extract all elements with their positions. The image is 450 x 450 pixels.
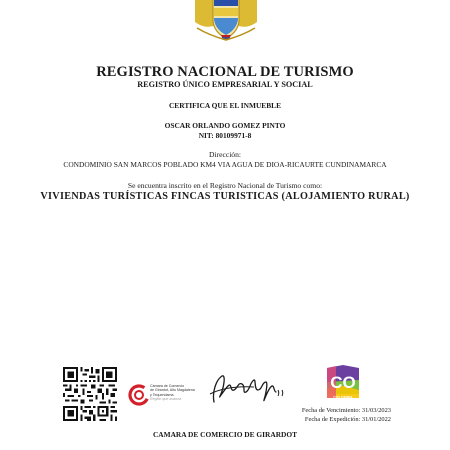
tourism-category: VIVIENDAS TURÍSTICAS FINCAS TURISTICAS (ALOJAMIENTO RURAL)	[40, 191, 410, 202]
expiration-date: Fecha de Vencimiento: 31/03/2023	[301, 407, 391, 414]
registry-subtitle: REGISTRO ÚNICO EMPRESARIAL Y SOCIAL	[137, 80, 313, 89]
issue-date: Fecha de Expedición: 31/01/2022	[304, 416, 391, 424]
co-word: COLOMBIA	[333, 395, 353, 400]
qr-code-icon	[63, 367, 117, 421]
chamber-line-2: de Girardot, Alto Magdalena	[150, 388, 195, 393]
co-letters: CO	[330, 373, 356, 392]
chamber-tagline: Región que avanza	[150, 396, 181, 401]
chamber-line-3: y Tequendama	[150, 392, 174, 397]
chamber-of-commerce-text	[150, 384, 195, 401]
property-address: CONDOMINIO SAN MARCOS POBLADO KM4 VIA AGUA DE DIOA-RICAURTE CUNDINAMARCA	[63, 160, 387, 169]
chamber-line-1: Cámara de Comercio	[150, 384, 185, 388]
handwritten-signature-icon	[208, 368, 290, 408]
certificate-dates	[296, 406, 391, 425]
owner-nit: NIT: 80109971-8	[198, 131, 252, 140]
colombia-co-logo-icon	[324, 364, 362, 402]
issuer-footer: CAMARA DE COMERCIO DE GIRARDOT	[152, 430, 298, 439]
registry-title: REGISTRO NACIONAL DE TURISMO	[96, 64, 354, 80]
owner-name: OSCAR ORLANDO GOMEZ PINTO	[164, 121, 286, 130]
certifies-text: CERTIFICA QUE EL INMUEBLE	[168, 101, 282, 110]
registration-statement: Se encuentra inscrito en el Registro Nacional de Turismo como:	[127, 181, 323, 190]
address-label: Dirección:	[208, 150, 242, 159]
colombia-coat-of-arms-icon	[189, 0, 263, 44]
